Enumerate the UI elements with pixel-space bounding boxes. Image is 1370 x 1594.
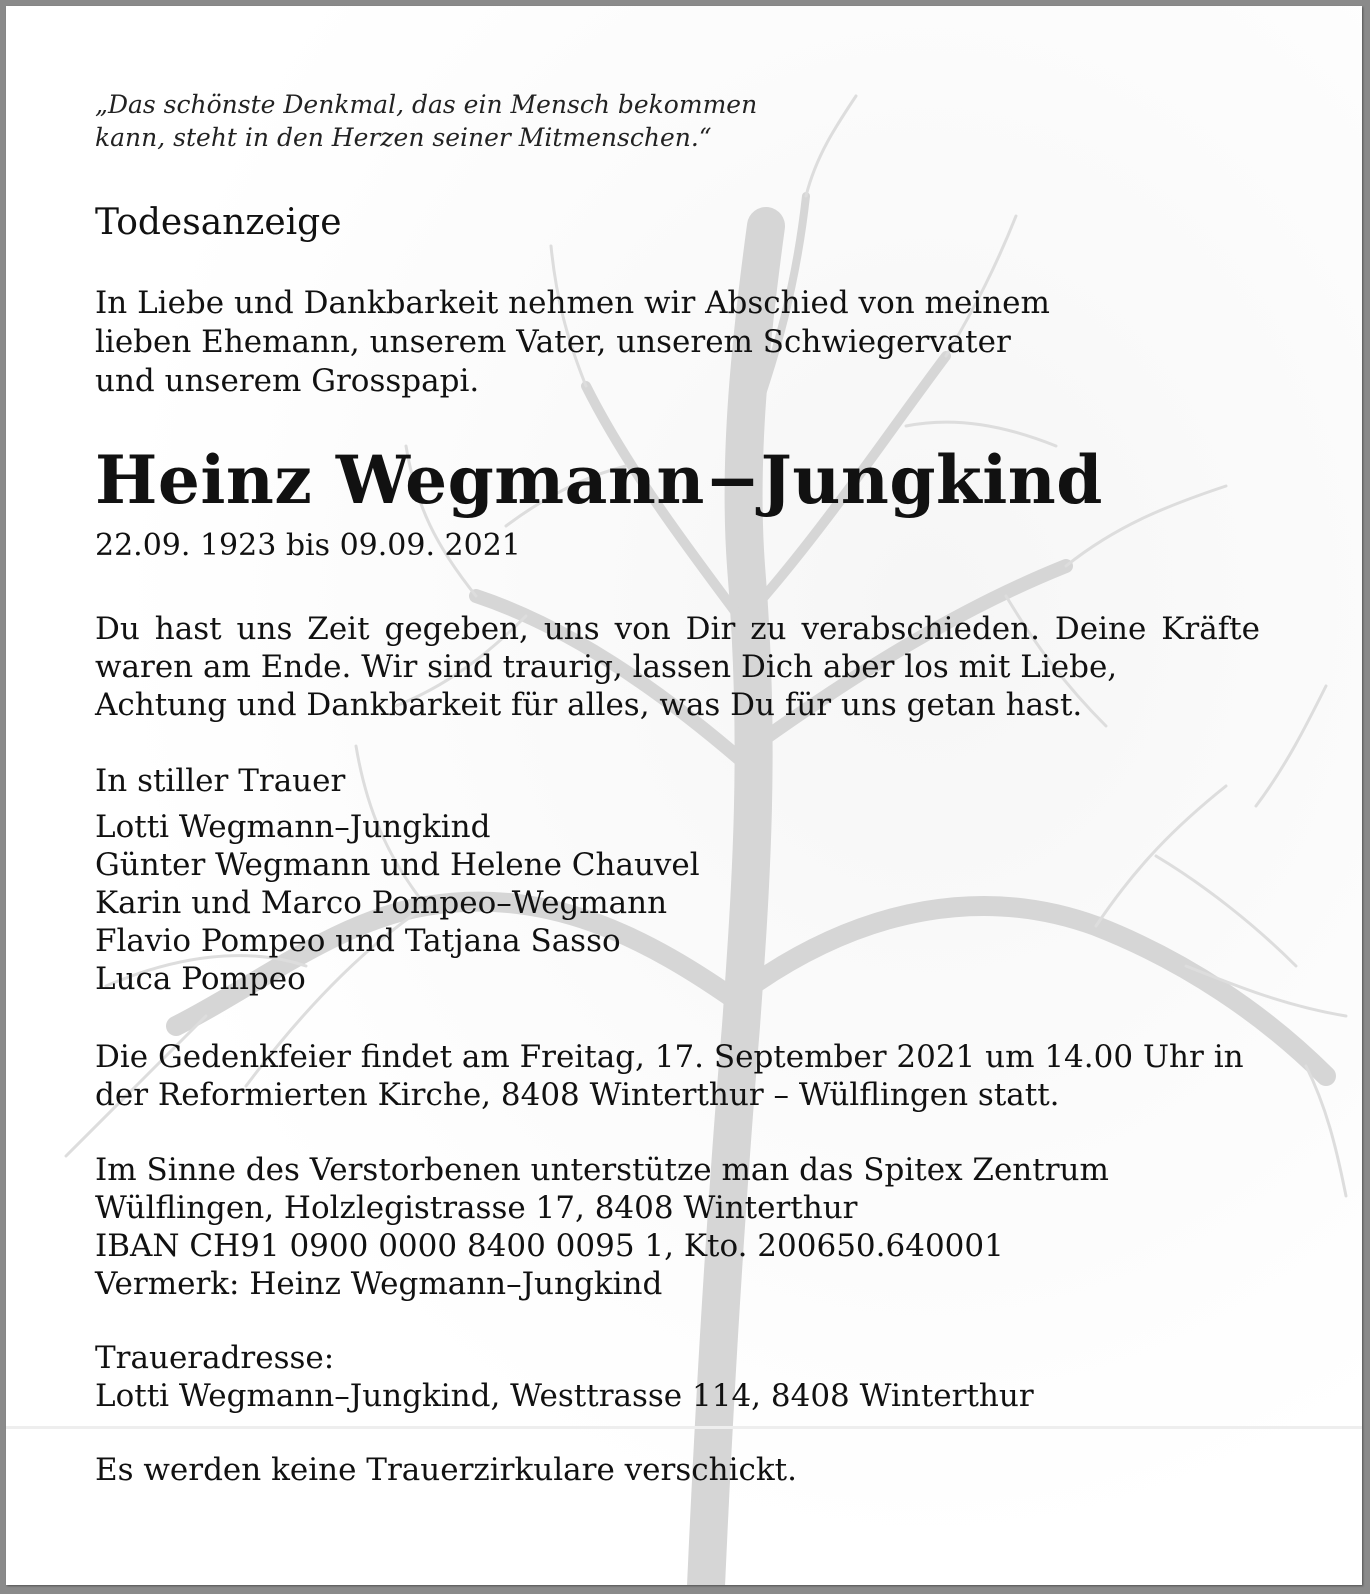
donation-paragraph [95, 1151, 1109, 1303]
farewell-line: Achtung und Dankbarkeit für alles, was Du für uns getan hast. [95, 687, 1083, 723]
life-dates: 22.09. 1923 bis 09.09. 2021 [95, 528, 521, 563]
donation-line: Im Sinne des Verstorbenen unterstütze man das Spitex Zentrum [95, 1152, 1109, 1188]
donation-line: Wülflingen, Holzlegistrasse 17, 8408 Winterthur [95, 1190, 858, 1226]
donation-note: Vermerk: Heinz Wegmann–Jungkind [95, 1266, 663, 1302]
farewell-line: waren am Ende. Wir sind traurig, lassen Dich aber los mit Liebe, [95, 649, 1118, 685]
intro-paragraph [95, 284, 1050, 401]
mourners-list [95, 808, 700, 998]
mourner-name: Lotti Wegmann–Jungkind [95, 809, 491, 845]
mourning-label: In stiller Trauer [95, 763, 346, 799]
ceremony-paragraph [95, 1038, 1244, 1114]
mourner-name: Karin und Marco Pompeo–Wegmann [95, 885, 668, 921]
obituary-notice [6, 6, 1362, 1585]
ceremony-line: Die Gedenkfeier findet am Freitag, 17. September 2021 um 14.00 Uhr in [95, 1039, 1244, 1075]
intro-line: In Liebe und Dankbarkeit nehmen wir Abschied von meinem [95, 285, 1050, 321]
memorial-quote [95, 88, 757, 154]
mourner-name: Luca Pompeo [95, 961, 306, 997]
mourning-address [95, 1339, 1034, 1415]
donation-iban: IBAN CH91 0900 0000 8400 0095 1, Kto. 200650.640001 [95, 1228, 1004, 1264]
mourner-name: Flavio Pompeo und Tatjana Sasso [95, 923, 621, 959]
mourner-name: Günter Wegmann und Helene Chauvel [95, 847, 700, 883]
ceremony-line: der Reformierten Kirche, 8408 Winterthur – Wülflingen statt. [95, 1077, 1060, 1113]
notice-heading: Todesanzeige [95, 202, 342, 243]
address-label: Traueradresse: [95, 1340, 335, 1376]
quote-line: „Das schönste Denkmal, das ein Mensch bekommen [95, 90, 758, 119]
deceased-name: Heinz Wegmann−Jungkind [95, 441, 1103, 519]
address-line: Lotti Wegmann–Jungkind, Westtrasse 114, 8408 Winterthur [95, 1378, 1034, 1414]
farewell-line: Du hast uns Zeit gegeben, uns von Dir zu verabschieden. Deine Kräfte [95, 611, 1260, 647]
intro-line: und unserem Grosspapi. [95, 363, 480, 399]
intro-line: lieben Ehemann, unserem Vater, unserem Schwiegervater [95, 324, 1011, 360]
closing-note: Es werden keine Trauerzirkulare verschickt. [95, 1452, 797, 1488]
farewell-paragraph [95, 610, 1260, 724]
quote-line: kann, steht in den Herzen seiner Mitmenschen.“ [95, 123, 712, 152]
